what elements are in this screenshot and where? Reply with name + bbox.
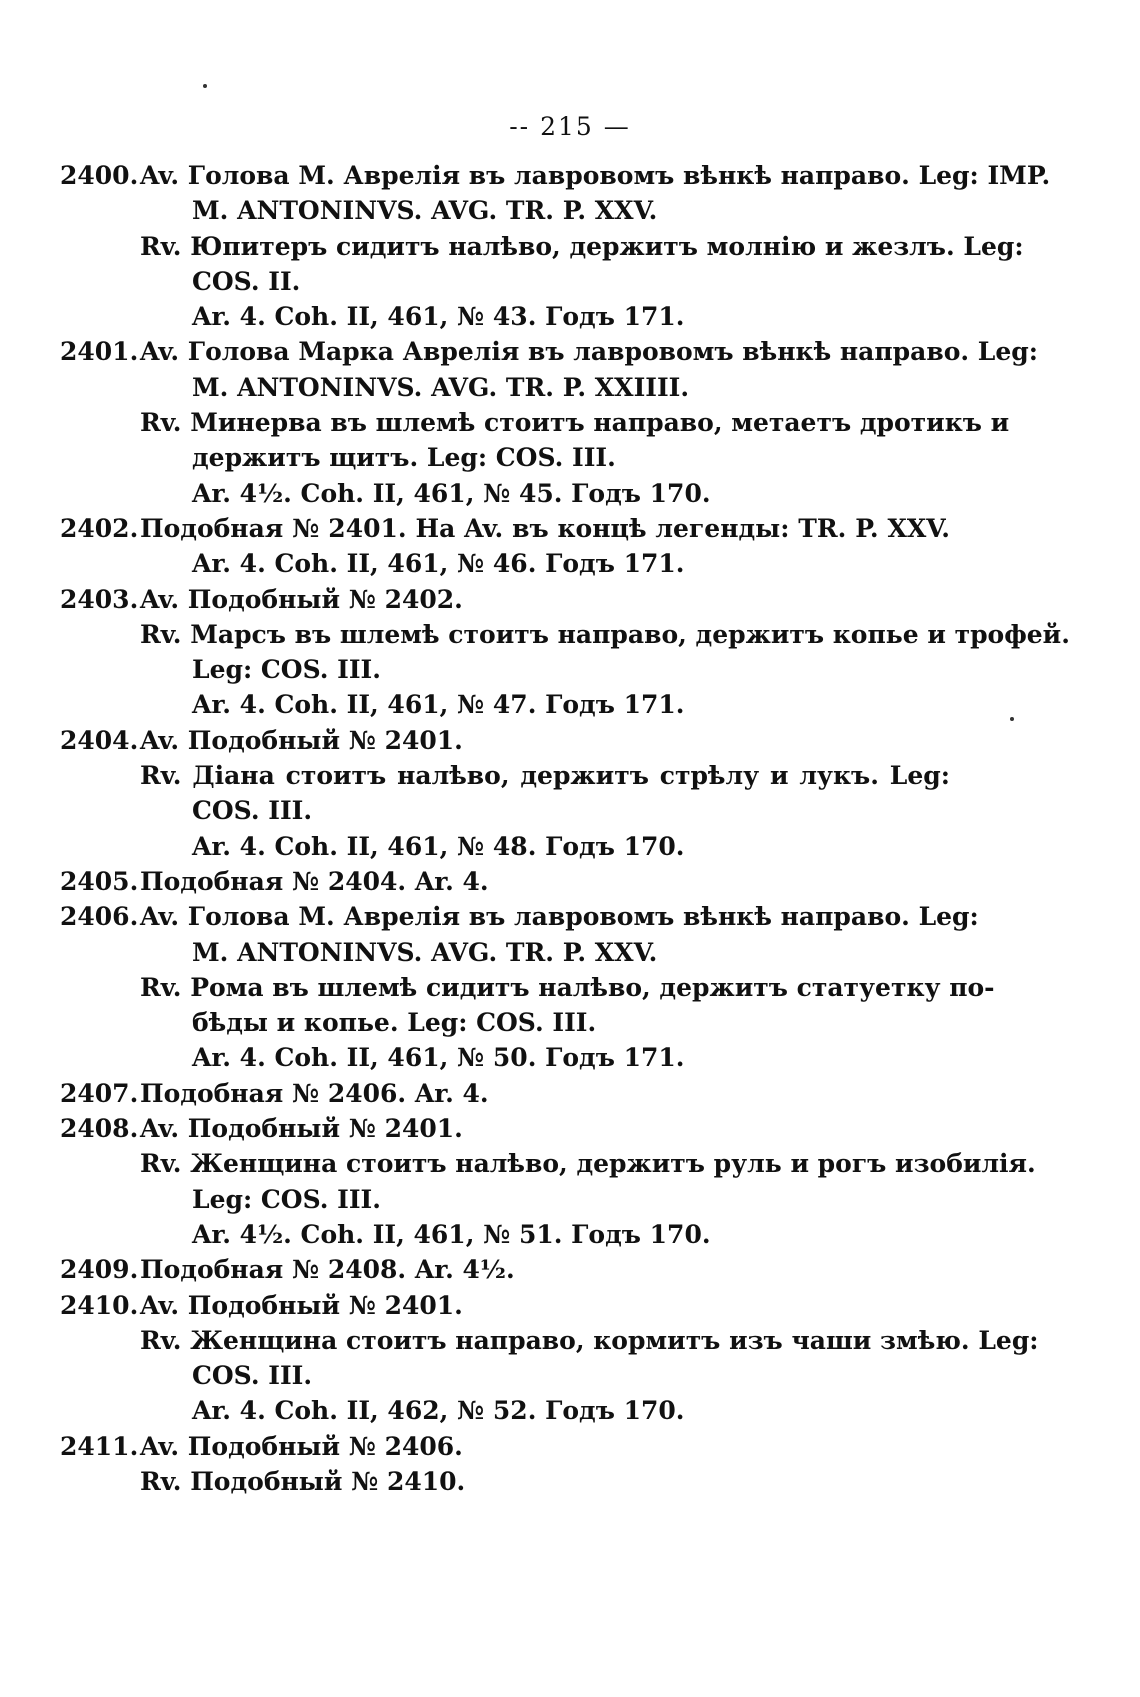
entry-text: Ar. 4. Coh. II, 461, № 47. Годъ 171. [192, 690, 685, 720]
entry-number: 2401. [60, 337, 139, 367]
entry-text: Ar. 4. Coh. II, 461, № 50. Годъ 171. [192, 1043, 685, 1073]
entry-text: COS. II. [192, 266, 301, 296]
entry-line [60, 687, 1060, 722]
entry-number: 2410. [60, 1290, 139, 1320]
entry-text: Подобная № 2408. Ar. 4½. [140, 1255, 515, 1285]
entry-number: 2405. [60, 866, 139, 896]
entry-line [60, 864, 1060, 899]
entry-number: 2404. [60, 725, 139, 755]
entry-text: Av. Голова М. Аврелія въ лавровомъ вѣнкѣ направо. Leg: IMP. [140, 161, 1051, 190]
entry-text: Ar. 4½. Coh. II, 461, № 45. Годъ 170. [192, 478, 711, 508]
entry-line [60, 1358, 1060, 1393]
entry-text: Av. Подобный № 2401. [140, 725, 463, 755]
entry-text: Rv. Рома въ шлемѣ сидитъ налѣво, держитъ статуетку по- [140, 972, 995, 1002]
entry-line [60, 440, 1060, 475]
entry-text: держитъ щитъ. Leg: COS. III. [192, 443, 616, 473]
entry-text: Av. Подобный № 2402. [140, 584, 463, 614]
entry-text: Leg: COS. III. [192, 1184, 381, 1214]
entry-line [60, 511, 1060, 546]
entry-text: Av. Голова М. Аврелія въ лавровомъ вѣнкѣ направо. Leg: [140, 902, 979, 932]
entry-line [60, 1182, 1060, 1217]
entry-text: Ar. 4. Coh. II, 462, № 52. Годъ 170. [192, 1396, 685, 1426]
entry-number: 2409. [60, 1255, 139, 1285]
entry-text: Rv. Юпитеръ сидитъ налѣво, держитъ молнію и жезлъ. Leg: [140, 231, 1024, 261]
entry-line [60, 1146, 1060, 1181]
entry-line [60, 1111, 1060, 1146]
entry-line [60, 1217, 1060, 1252]
speck-mark [203, 84, 207, 88]
entry-line [60, 829, 1060, 864]
entry-number: 2402. [60, 513, 139, 543]
entry-line [60, 582, 1060, 617]
entry-line [60, 899, 1060, 934]
entry-text: Ar. 4½. Coh. II, 461, № 51. Годъ 170. [192, 1219, 711, 1249]
entry-text: Rv. Діана стоитъ налѣво, держитъ стрѣлу и лукъ. Leg: [140, 761, 950, 791]
entry-text: Av. Подобный № 2401. [140, 1290, 463, 1320]
entry-number: 2406. [60, 902, 139, 932]
entry-line [60, 1252, 1060, 1287]
entry-text: Av. Подобный № 2406. [140, 1431, 463, 1461]
entry-text: Rv. Марсъ въ шлемѣ стоитъ направо, держитъ копье и трофей. [140, 619, 1070, 649]
entry-text: Rv. Минерва въ шлемѣ стоитъ направо, метаетъ дротикъ и [140, 408, 1010, 438]
entry-number: 2400. [60, 161, 139, 190]
entry-line [60, 264, 1060, 299]
entry-line [60, 652, 1060, 687]
entry-text: Rv. Женщина стоитъ направо, кормитъ изъ чаши змѣю. Leg: [140, 1325, 1039, 1355]
entry-number: 2407. [60, 1078, 139, 1108]
page-number: -- 215 — [509, 112, 631, 141]
entry-line [60, 1323, 1060, 1358]
entry-number: 2403. [60, 584, 139, 614]
entry-text: M. ANTONINVS. AVG. TR. P. XXV. [192, 196, 658, 226]
entry-text: M. ANTONINVS. AVG. TR. P. XXV. [192, 937, 658, 967]
entry-text: Rv. Подобный № 2410. [140, 1466, 466, 1496]
entry-text: бѣды и копье. Leg: COS. III. [192, 1008, 597, 1038]
entry-text: Подобная № 2401. На Av. въ концѣ легенды: TR. P. XXV. [140, 513, 950, 543]
entry-text: Ar. 4. Coh. II, 461, № 43. Годъ 171. [192, 302, 685, 332]
entry-line [60, 229, 1060, 264]
entry-text: Av. Подобный № 2401. [140, 1114, 463, 1144]
entry-text: Av. Голова Марка Аврелія въ лавровомъ вѣнкѣ направо. Leg: [140, 337, 1038, 367]
entry-line [60, 723, 1060, 758]
entry-line [60, 405, 1060, 440]
entry-text: Ar. 4. Coh. II, 461, № 48. Годъ 170. [192, 831, 685, 861]
entry-line [60, 970, 1060, 1005]
entry-line [60, 476, 1060, 511]
entry-text: Ar. 4. Coh. II, 461, № 46. Годъ 171. [192, 549, 685, 579]
entry-line [60, 299, 1060, 334]
entry-text: COS. III. [192, 1361, 313, 1391]
entry-text: Leg: COS. III. [192, 655, 381, 685]
entry-number: 2408. [60, 1114, 139, 1144]
entry-text: COS. III. [192, 796, 313, 826]
entry-line [60, 758, 1060, 793]
entry-line [60, 1005, 1060, 1040]
entry-line [60, 1464, 1060, 1499]
entry-line [60, 1040, 1060, 1075]
entry-line [60, 1288, 1060, 1323]
entry-line [60, 546, 1060, 581]
entry-line [60, 935, 1060, 970]
entry-line [60, 617, 1070, 652]
entry-line [60, 1393, 1060, 1428]
entry-line [60, 1429, 1060, 1464]
entry-line [60, 793, 1060, 828]
entry-line [60, 158, 1060, 193]
entry-text: Подобная № 2406. Ar. 4. [140, 1078, 489, 1108]
entry-number: 2411. [60, 1431, 139, 1461]
entry-line [60, 1076, 1060, 1111]
entry-line [60, 334, 1060, 369]
entry-text: M. ANTONINVS. AVG. TR. P. XXIIII. [192, 372, 690, 402]
entry-line [60, 193, 1060, 228]
entry-text: Rv. Женщина стоитъ налѣво, держитъ руль и рогъ изобилія. [140, 1149, 1036, 1179]
entry-line [60, 370, 1060, 405]
catalog-entries [60, 158, 1070, 1499]
entry-text: Подобная № 2404. Ar. 4. [140, 866, 489, 896]
